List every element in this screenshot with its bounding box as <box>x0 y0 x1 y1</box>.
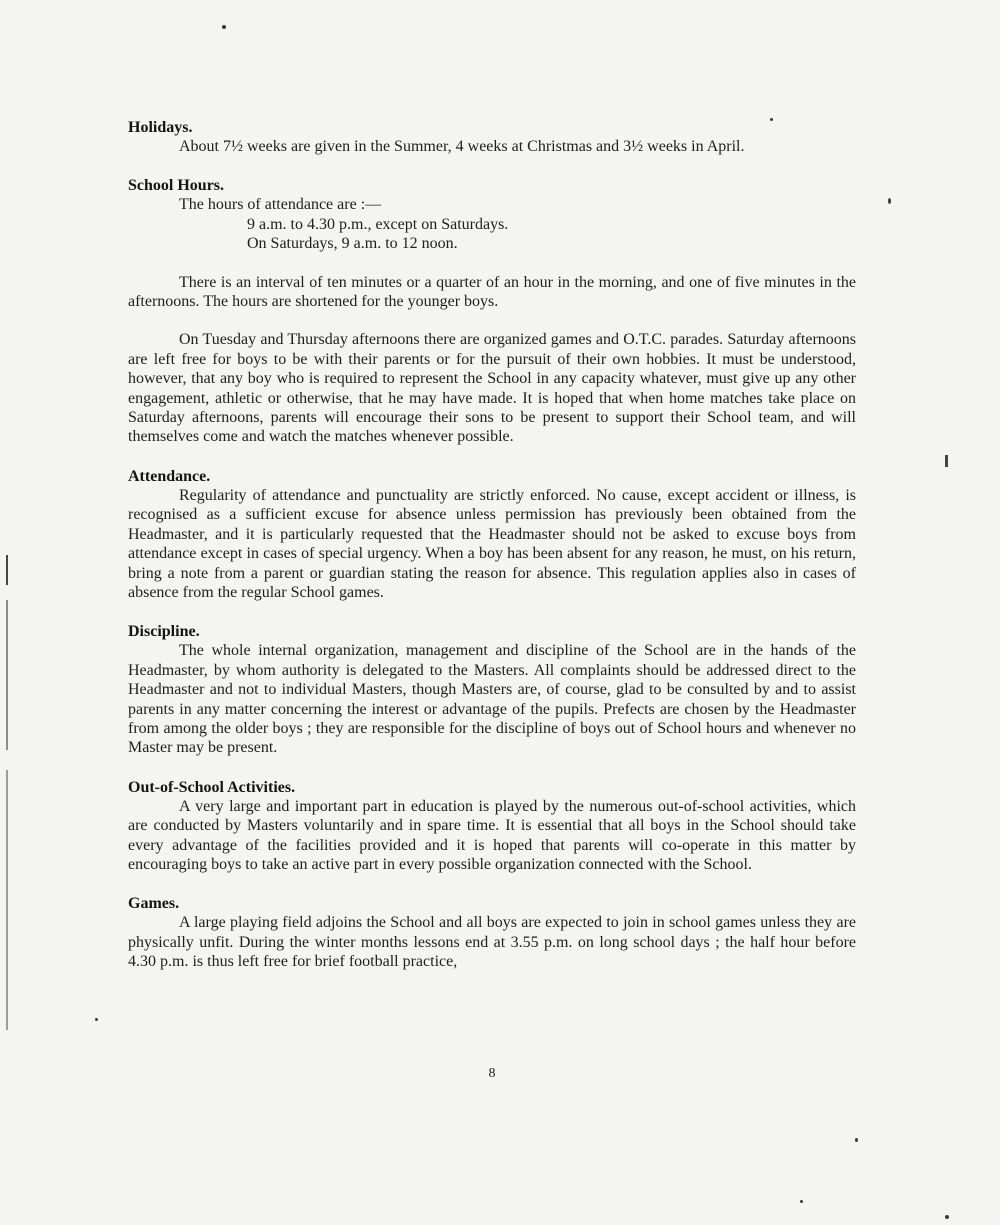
section-holidays <box>128 118 856 156</box>
scan-speck <box>945 1215 949 1219</box>
scan-edge-mark <box>6 770 8 1030</box>
heading-school-hours: School Hours. <box>128 177 225 195</box>
scan-edge-mark <box>6 600 8 750</box>
section-games <box>128 894 856 971</box>
scan-speck <box>770 118 773 121</box>
heading-out-of-school: Out-of-School Activities. <box>128 778 296 796</box>
paragraph-intervals: There is an interval of ten minutes or a quarter of an hour in the morning, and one of five minutes in the afternoons. The hours are shortened for the younger boys. <box>128 273 856 311</box>
section-attendance <box>128 467 856 602</box>
paragraph-attendance: Regularity of attendance and punctuality are strictly enforced. No cause, except accident or illness, is recognised as a sufficient excuse for absence unless permission has previously been obtained from the Headmaster, and it is particularly requested that the Headmaster should not be asked to excuse boys from attendance except in cases of special urgency. When a boy has been absent for any reason, he must, on his return, bring a note from a parent or guardian stating the reason for absence. This regulation applies also in cases of absence from the regular School games. <box>128 486 856 601</box>
heading-attendance: Attendance. <box>128 467 211 485</box>
school-hours-saturday: On Saturdays, 9 a.m. to 12 noon. <box>247 235 458 253</box>
paragraph-discipline: The whole internal organization, management and discipline of the School are in the hands of the Headmaster, by whom authority is delegated to the Masters. All complaints should be addressed direct to the Headmaster and not to individual Masters, though Masters are, of course, glad to be consulted by and to assist parents in any matter concerning the interest or advantage of the pupils. Prefects are chosen by the Headmaster from among the older boys ; they are responsible for the discipline of boys out of School hours and whenever no Master may be present. <box>128 642 856 757</box>
section-school-hours <box>128 176 856 446</box>
scan-speck <box>888 198 891 204</box>
section-out-of-school <box>128 778 856 875</box>
paragraph-afternoons: On Tuesday and Thursday afternoons there are organized games and O.T.C. parades. Saturday afternoons are left free for boys to be with their parents or for the pursuit of their own hobbies. It must be understood, however, that any boy who is required to represent the School in any capacity whatever, must give up any other engagement, athletic or otherwise, that he may have made. It is hoped that when home matches take place on Saturday afternoons, parents will encourage their sons to be present to support their School team, and will themselves come and watch the matches whenever possible. <box>128 331 856 446</box>
page-body <box>128 118 856 972</box>
school-hours-weekday: 9 a.m. to 4.30 p.m., except on Saturdays. <box>247 215 509 233</box>
page-number: 8 <box>488 1066 496 1081</box>
heading-discipline: Discipline. <box>128 623 200 641</box>
scan-speck <box>800 1200 803 1203</box>
heading-games: Games. <box>128 895 180 913</box>
scan-speck <box>855 1138 858 1142</box>
section-discipline <box>128 622 856 757</box>
school-hours-intro: The hours of attendance are :— <box>179 196 382 214</box>
paragraph-games: A large playing field adjoins the School and all boys are expected to join in school games unless they are physically unfit. During the winter months lessons end at 3.55 p.m. on long school days ; the half hour before 4.30 p.m. is thus left free for brief football practice, <box>128 914 856 971</box>
heading-holidays: Holidays. <box>128 119 193 136</box>
scan-edge-mark <box>945 455 948 467</box>
paragraph-out-of-school: A very large and important part in education is played by the numerous out-of-school activities, which are conducted by Masters voluntarily and in spare time. It is essential that all boys in the School should take every advantage of the facilities provided and it is hoped that parents will co-operate in this matter by encouraging boys to take an active part in every possible organization connected with the School. <box>128 797 856 873</box>
scan-speck <box>222 25 226 29</box>
scan-speck <box>95 1018 98 1021</box>
paragraph-holidays: About 7½ weeks are given in the Summer, 4 weeks at Christmas and 3½ weeks in April. <box>179 138 745 155</box>
scan-edge-mark <box>6 555 8 585</box>
